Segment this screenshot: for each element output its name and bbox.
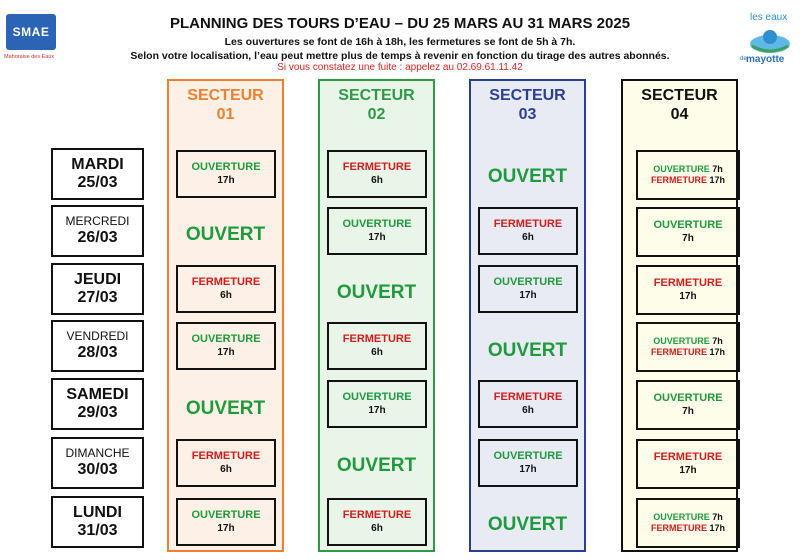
schedule-cell — [327, 322, 427, 370]
schedule-time: 6h — [522, 231, 534, 243]
day-date: 29/03 — [77, 404, 118, 421]
schedule-cell — [176, 439, 276, 487]
schedule-time: 7h — [712, 164, 723, 175]
sector-title — [471, 86, 584, 124]
schedule-cell — [327, 150, 427, 198]
schedule-time: 17h — [679, 290, 697, 302]
day-date: 28/03 — [77, 343, 118, 361]
closing-label: FERMETURE — [493, 218, 563, 231]
schedule-time: 6h — [371, 174, 383, 186]
leak-contact-note: Si vous constatez une fuite : appelez au 02.69.61.11.42 — [277, 62, 523, 73]
schedule-time: 17h — [217, 522, 235, 534]
schedule-time: 17h — [368, 404, 386, 416]
schedule-cell — [176, 322, 276, 370]
opening-label: OUVERTURE — [493, 450, 563, 463]
day-label — [51, 263, 144, 315]
day-label — [51, 437, 144, 489]
closing-line — [651, 523, 725, 534]
schedule-time: 6h — [371, 346, 383, 358]
closing-label: FERMETURE — [653, 277, 723, 290]
schedule-time: 17h — [679, 464, 697, 476]
schedule-cell — [636, 207, 740, 257]
schedule-time: 7h — [682, 232, 694, 244]
schedule-time: 17h — [709, 347, 726, 357]
opening-label: OUVERTURE — [191, 509, 261, 522]
schedule-cell — [327, 380, 427, 428]
sector-title — [169, 86, 282, 124]
eaux-logo-bottom-text: mayotte — [746, 54, 785, 65]
schedule-time: 17h — [519, 463, 537, 475]
opening-label: OUVERTURE — [653, 512, 710, 523]
schedule-time: 17h — [217, 174, 235, 186]
open-status-text: OUVERT — [185, 224, 266, 245]
schedule-cell — [636, 322, 740, 372]
sector-number: 03 — [518, 106, 537, 123]
opening-label: OUVERTURE — [191, 161, 261, 174]
schedule-cell — [636, 439, 740, 489]
closing-label: FERMETURE — [191, 450, 261, 463]
day-date: 31/03 — [77, 522, 118, 539]
eaux-logo-top-text: les eaux — [750, 12, 788, 23]
closing-label: FERMETURE — [650, 175, 707, 185]
hours-note: Les ouvertures se font de 16h à 18h, les fermetures se font de 5h à 7h. — [224, 36, 576, 48]
schedule-time: 6h — [371, 522, 383, 534]
schedule-cell — [636, 380, 740, 430]
schedule-time: 17h — [709, 523, 726, 533]
sector-title-label: SECTEUR — [641, 87, 718, 104]
opening-label: OUVERTURE — [493, 276, 563, 289]
schedule-time: 17h — [368, 231, 386, 243]
day-date: 25/03 — [77, 174, 118, 191]
schedule-time: 7h — [712, 336, 723, 347]
opening-line — [653, 512, 723, 523]
opening-label: OUVERTURE — [653, 392, 723, 405]
day-name: DIMANCHE — [65, 445, 130, 460]
schedule-time: 17h — [217, 346, 235, 358]
open-status-text: OUVERT — [336, 455, 417, 476]
sector-number: 01 — [216, 106, 235, 123]
opening-label: OUVERTURE — [191, 333, 261, 346]
sector-title — [320, 86, 433, 124]
schedule-cell — [176, 265, 276, 313]
schedule-time: 7h — [682, 405, 694, 417]
closing-line — [651, 175, 725, 186]
closing-label: FERMETURE — [342, 161, 412, 174]
sector-title-label: SECTEUR — [338, 87, 415, 104]
schedule-time: 6h — [220, 289, 232, 301]
day-name: SAMEDI — [66, 385, 129, 403]
schedule-cell — [327, 498, 427, 546]
sector-column-01 — [167, 79, 284, 552]
opening-line — [653, 336, 723, 347]
sector-column-03 — [469, 79, 586, 552]
day-name: MARDI — [71, 155, 124, 173]
day-name: MERCREDI — [65, 213, 130, 228]
day-label — [51, 496, 144, 548]
open-status-text: OUVERT — [487, 340, 568, 361]
open-status-text: OUVERT — [185, 398, 266, 419]
open-status-text: OUVERT — [336, 282, 417, 303]
closing-label: FERMETURE — [342, 509, 412, 522]
schedule-cell — [478, 439, 578, 487]
closing-label: FERMETURE — [650, 347, 707, 357]
opening-label: OUVERTURE — [653, 219, 723, 232]
day-name: JEUDI — [73, 270, 122, 288]
schedule-cell — [636, 498, 740, 548]
schedule-cell — [176, 150, 276, 198]
schedule-time: 17h — [709, 175, 726, 185]
closing-label: FERMETURE — [342, 333, 412, 346]
opening-label: OUVERTURE — [342, 218, 412, 231]
day-label — [51, 320, 144, 372]
location-note: Selon votre localisation, l’eau peut mettre plus de temps à revenir en fonction du tirage des autres abonnés. — [130, 50, 670, 62]
schedule-time: 7h — [712, 512, 723, 523]
sector-number: 04 — [670, 106, 689, 123]
sector-number: 02 — [367, 106, 386, 123]
day-name: LUNDI — [73, 503, 122, 521]
opening-label: OUVERTURE — [653, 164, 710, 175]
schedule-cell — [327, 207, 427, 255]
opening-line — [653, 164, 723, 175]
day-date: 27/03 — [77, 289, 118, 306]
open-status-text: OUVERT — [487, 166, 568, 187]
smae-logo-subtitle: Mahoraise des Eaux — [4, 54, 55, 60]
schedule-cell — [478, 207, 578, 255]
day-label — [51, 148, 144, 200]
closing-line — [651, 347, 725, 358]
sector-title — [623, 86, 736, 124]
eaux-logo-de-text: de — [740, 56, 747, 62]
day-date: 26/03 — [77, 228, 118, 246]
open-status-text: OUVERT — [487, 514, 568, 535]
schedule-time: 6h — [522, 404, 534, 416]
sector-column-02 — [318, 79, 435, 552]
schedule-cell — [636, 265, 740, 315]
schedule-time: 6h — [220, 463, 232, 475]
page-title: PLANNING DES TOURS D’EAU – DU 25 MARS AU 31 MARS 2025 — [169, 15, 631, 32]
schedule-cell — [176, 498, 276, 546]
opening-label: OUVERTURE — [342, 391, 412, 404]
smae-logo-mark: SMAE — [6, 14, 56, 50]
closing-label: FERMETURE — [653, 451, 723, 464]
sector-column-04 — [621, 79, 738, 552]
closing-label: FERMETURE — [191, 276, 261, 289]
day-label — [51, 205, 144, 257]
schedule-cell — [636, 150, 740, 200]
sector-title-label: SECTEUR — [187, 87, 264, 104]
day-name: VENDREDI — [66, 328, 129, 343]
day-label — [51, 378, 144, 430]
schedule-cell — [478, 380, 578, 428]
day-date: 30/03 — [77, 460, 118, 478]
schedule-cell — [478, 265, 578, 313]
closing-label: FERMETURE — [493, 391, 563, 404]
closing-label: FERMETURE — [650, 523, 707, 533]
sector-title-label: SECTEUR — [489, 87, 566, 104]
schedule-time: 17h — [519, 289, 537, 301]
opening-label: OUVERTURE — [653, 336, 710, 347]
